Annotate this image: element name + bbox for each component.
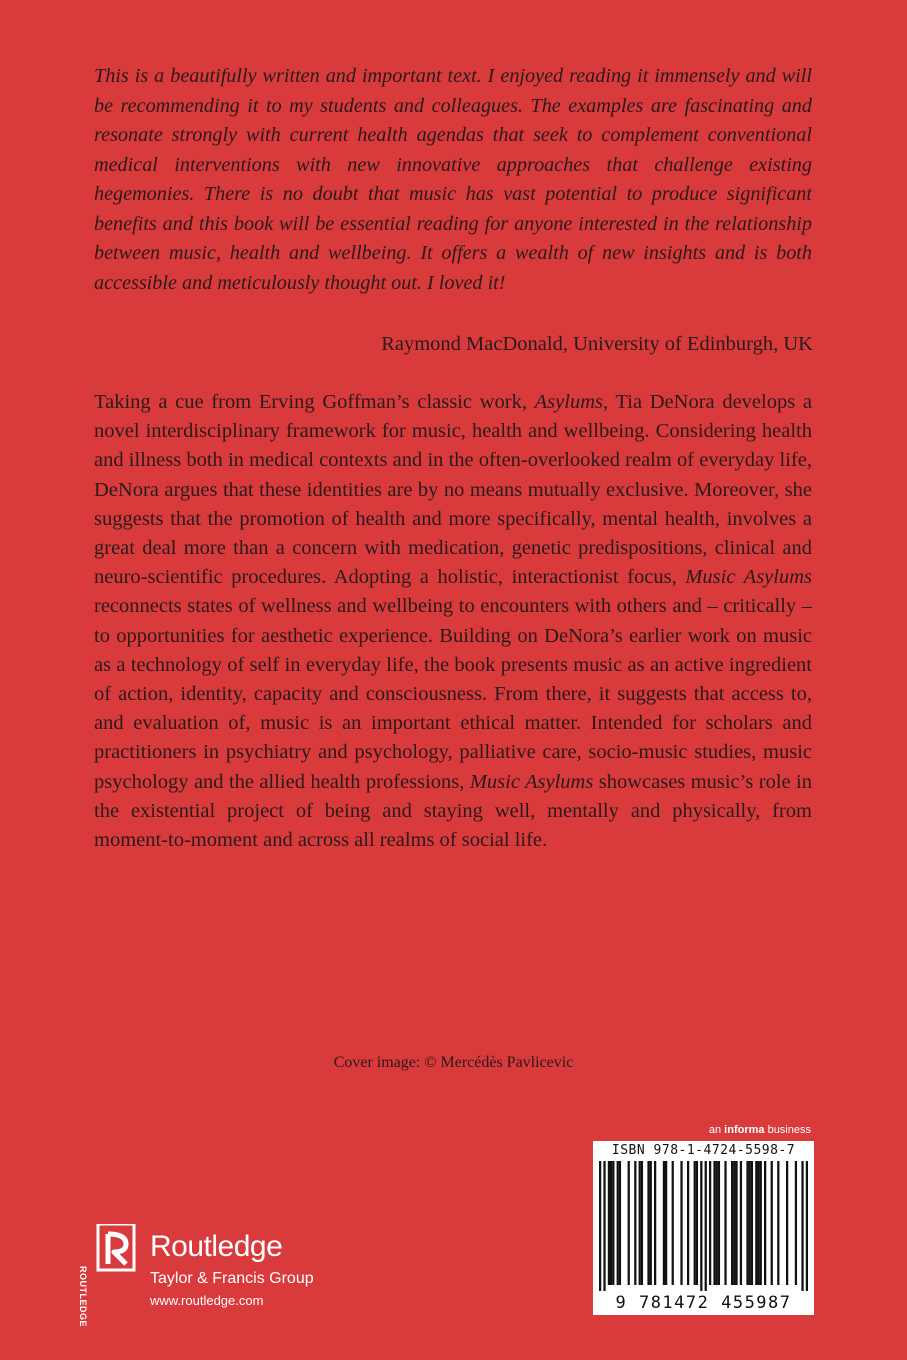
barcode-bar xyxy=(641,1161,643,1285)
barcode-bar xyxy=(735,1161,737,1285)
blurb-title-music-asylums: Music Asylums xyxy=(685,566,812,589)
barcode-bar xyxy=(801,1161,803,1291)
blurb-title-asylums: Asylums xyxy=(534,391,603,413)
barcode-bar xyxy=(628,1161,630,1285)
barcode-bar xyxy=(663,1161,665,1285)
barcode-bar xyxy=(694,1161,696,1285)
barcode-bar xyxy=(639,1161,641,1285)
barcode-bar xyxy=(603,1161,605,1291)
barcode-bar xyxy=(806,1161,808,1291)
barcode-bar xyxy=(764,1161,766,1285)
book-description xyxy=(94,388,812,855)
barcode-bar xyxy=(716,1161,718,1285)
barcode-bar xyxy=(650,1161,652,1285)
publisher-name: Routledge xyxy=(150,1230,283,1263)
publisher-url: www.routledge.com xyxy=(150,1293,264,1308)
barcode-bar xyxy=(755,1161,757,1285)
barcode-bar xyxy=(731,1161,733,1285)
barcode-bar xyxy=(608,1161,610,1285)
barcode-bar xyxy=(757,1161,759,1285)
endorsement-quote: This is a beautifully written and important text. I enjoyed reading it immensely and will be recommending it to my students and colleagues. The examples are fascinating and resonate strongly with current health agendas that seek to complement conventional medical interventions with new innovative approaches that challenge existing hegemonies. There is no doubt that music has vast potential to produce significant benefits and this book will be essential reading for anyone interested in the relationship between music, health and wellbeing. It offers a wealth of new insights and is both accessible and meticulously thought out. I loved it! xyxy=(94,65,812,294)
barcode-bar xyxy=(687,1161,689,1285)
blurb-text: reconnects states of wellness and wellbeing to encounters with others and – critically – to opportunities for aesthetic experience. Building on DeNora’s earlier work on music as a technology of self in everyday life, the book presents music as an active ingredient of action, identity, capacity and consciousness. From there, it suggests that access to, and evaluation of, music is an important ethical matter. Intended for scholars and practitioners in psychiatry and psychology, palliative care, socio-music studies, music psychology and the allied health professions, xyxy=(94,595,812,793)
barcode-bar xyxy=(672,1161,674,1285)
barcode-bar xyxy=(610,1161,612,1285)
blurb-text: , Tia DeNora develops a novel interdisciplinary framework for music, health and wellbeing. Considering health and illness both in medical contexts and in the often-overlooked realm of everyday life, DeNora argues that these identities are by no means mutually exclusive. Moreover, she suggests that the promotion of health and more specifically, mental health, involves a great deal more than a concern with medication, genetic predispositions, clinical and neuro-scientific procedures. Adopting a holistic, interactionist focus, xyxy=(94,391,812,589)
barcode-bar xyxy=(749,1161,751,1285)
barcode-bar xyxy=(740,1161,742,1285)
barcode-bar xyxy=(700,1161,702,1291)
barcode-bar xyxy=(718,1161,720,1285)
barcode-bar xyxy=(680,1161,682,1285)
barcode-bar xyxy=(795,1161,797,1285)
barcode-bars xyxy=(599,1161,808,1291)
barcode-bar xyxy=(654,1161,656,1285)
barcode-bar xyxy=(705,1161,707,1291)
routledge-logo xyxy=(78,1222,352,1328)
barcode-bar xyxy=(617,1161,619,1285)
barcode-bar xyxy=(647,1161,649,1285)
barcode-bar xyxy=(733,1161,735,1285)
isbn-label: ISBN 978-1-4724-5598-7 xyxy=(611,1143,796,1158)
publisher-group: Taylor & Francis Group xyxy=(150,1270,314,1287)
barcode-bar xyxy=(760,1161,762,1285)
barcode-bar xyxy=(786,1161,788,1285)
endorsement-attribution: Raymond MacDonald, University of Edinburgh, UK xyxy=(381,333,813,355)
barcode-bar xyxy=(696,1161,698,1285)
barcode-bar xyxy=(777,1161,779,1285)
blurb-text: showcases music’s role in the existential project of being and staying well, mentally and physically, from moment-to-moment and across all realms of social life. xyxy=(94,770,812,852)
barcode-bar xyxy=(724,1161,726,1285)
isbn-digits: 9 781472 455987 xyxy=(615,1293,792,1313)
blurb-text: Taking a cue from Erving Goffman’s classic work, xyxy=(94,391,535,413)
blurb-title-music-asylums: Music Asylums xyxy=(469,770,594,793)
barcode-bar xyxy=(771,1161,773,1285)
barcode-bar xyxy=(709,1161,711,1285)
barcode-bar xyxy=(665,1161,667,1285)
barcode-bar xyxy=(713,1161,715,1285)
cover-image-credit: Cover image: © Mercédès Pavlicevic xyxy=(333,1054,574,1071)
barcode-bar xyxy=(619,1161,621,1285)
informa-business-tag: an informa business xyxy=(708,1124,811,1136)
barcode-bar xyxy=(746,1161,748,1285)
isbn-barcode xyxy=(593,1141,814,1315)
barcode-bar xyxy=(751,1161,753,1285)
barcode-bar xyxy=(634,1161,636,1285)
routledge-vertical-wordmark: ROUTLEDGE xyxy=(78,1266,88,1328)
routledge-r-icon xyxy=(92,1224,140,1304)
barcode-bar xyxy=(612,1161,614,1285)
barcode-bar xyxy=(599,1161,601,1291)
